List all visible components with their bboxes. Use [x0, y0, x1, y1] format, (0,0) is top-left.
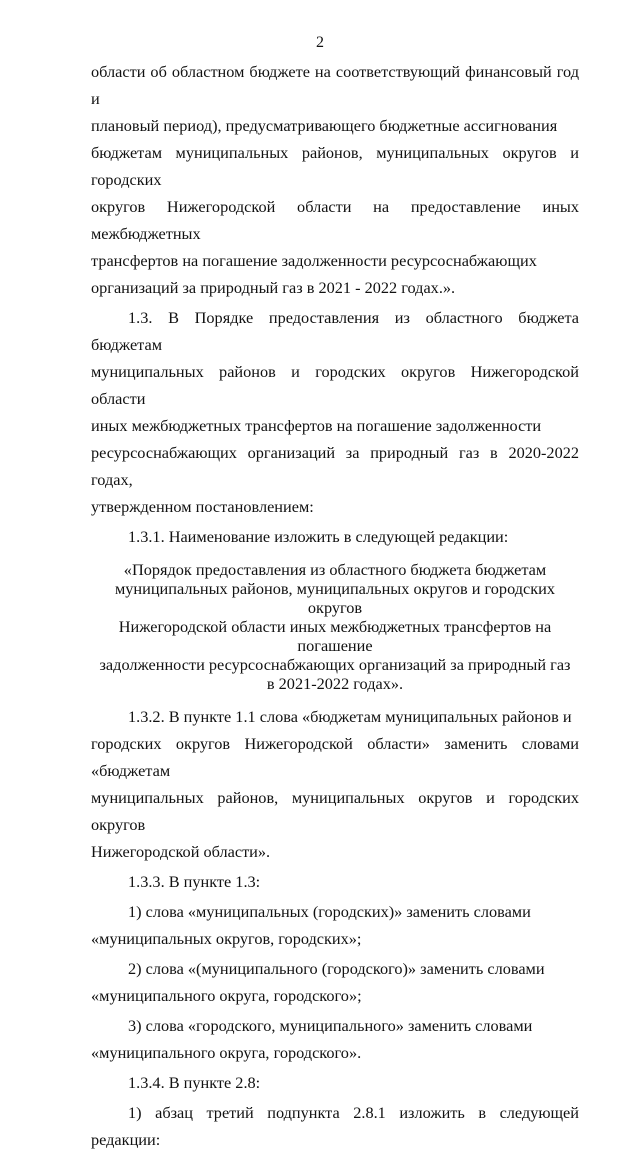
list-item-1: 1) слова «муниципальных (городских)» заменить словами «муниципальных округов, городских»;: [91, 902, 531, 948]
page-number: 2: [316, 34, 324, 51]
document-body: [91, 58, 579, 1153]
paragraph-1-3-4: 1.3.4. В пункте 2.8:: [128, 1073, 261, 1092]
subitem-1: 1) абзац третий подпункта 2.8.1 изложить в следующей редакции:: [91, 1103, 579, 1149]
paragraph-1-3: 1.3. В Порядке предоставления из областного бюджета бюджетам муниципальных районов и городских округов Нижегородской области иных межбюджетных трансфертов на погашение задолженности ресурсоснабжающих организаций за природный газ в 2020-2022 годах, утвержденном постановлением:: [91, 308, 579, 516]
list-item-3: 3) слова «городского, муниципального» заменить словами «муниципального округа, городского».: [91, 1016, 533, 1062]
list-item-2: 2) слова «(муниципального (городского)» заменить словами «муниципального округа, городского»;: [91, 959, 545, 1005]
paragraph-1-3-2: 1.3.2. В пункте 1.1 слова «бюджетам муниципальных районов и городских округов Нижегородской области» заменить словами «бюджетам муниципальных районов, муниципальных округов и городских округов Нижегородской области».: [91, 707, 579, 861]
quoted-title: «Порядок предоставления из областного бюджета бюджетам муниципальных районов, муниципальных округов и городских округов Нижегородской области иных межбюджетных трансфертов на погашение задолженности ресурсоснабжающих организаций за природный газ в 2021-2022 годах».: [99, 560, 571, 693]
paragraph-1-3-1: 1.3.1. Наименование изложить в следующей редакции:: [128, 527, 509, 546]
paragraph-continuation: области об областном бюджете на соответствующий финансовый год и плановый период), предусматривающего бюджетные ассигнования бюджетам муниципальных районов, муниципальных округов и городских округов Нижегородской области на предоставление иных межбюджетных трансфертов на погашение задолженности ресурсоснабжающих организаций за природный газ в 2021 - 2022 годах.».: [91, 62, 579, 297]
paragraph-1-3-3: 1.3.3. В пункте 1.3:: [128, 872, 261, 891]
